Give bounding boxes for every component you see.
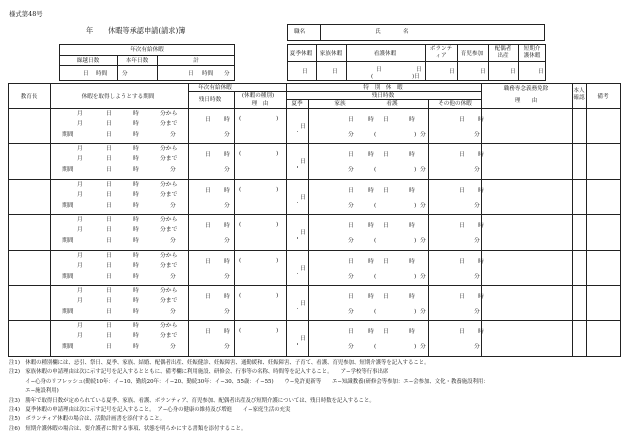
row-cell-label: 時	[409, 258, 415, 265]
row-cell-label: 時	[133, 344, 139, 351]
row-cell-label: (	[374, 344, 377, 351]
row-cell-label: 日	[106, 252, 112, 259]
row-cell-label: 時	[224, 329, 230, 336]
row-cell-label: 時	[133, 273, 139, 280]
carryover-label: 繰越日数	[76, 58, 100, 64]
row-cell-label: (	[374, 273, 377, 280]
row-cell-label: 日	[459, 187, 465, 194]
row-cell-label: )	[414, 309, 417, 315]
nursing-paren-open: (	[371, 74, 374, 80]
row-cell-label: 月	[77, 156, 83, 163]
row-cell-label: 日	[106, 323, 112, 330]
row-cell-label: 日	[383, 152, 389, 159]
name-label-1: 氏	[375, 29, 381, 35]
row-cell-label: 分	[474, 238, 480, 245]
row-cell-label: 月	[77, 252, 83, 259]
row-cell-label: 時	[409, 294, 415, 300]
row-cell-label: )	[276, 116, 279, 122]
row-cell-label: 日	[106, 202, 112, 209]
row-cell-label: (	[239, 328, 242, 335]
row-cell-label: 時	[409, 223, 415, 230]
row-cell-label: 分から	[160, 181, 178, 188]
special-remaining-header: 残日時数	[371, 93, 395, 99]
row-cell-label: 分	[474, 202, 480, 209]
form-number: 様式第48号	[9, 10, 43, 18]
row-cell-label: 日	[106, 227, 112, 234]
row-cell-label: 分まで	[160, 191, 178, 198]
row-cell-label: 分	[348, 167, 354, 174]
row-cell-label: 時	[368, 329, 374, 336]
short-care-col-label-2: 護休暇	[523, 53, 541, 59]
row-cell-label: 日	[459, 117, 465, 123]
row-cell-label: 分	[420, 202, 426, 209]
row-cell-label: 日	[348, 187, 354, 194]
self-confirm-header-2: 確認	[573, 95, 585, 101]
row-cell-label: 日	[348, 258, 354, 265]
row-cell-label: 日	[106, 298, 112, 304]
footnote-line: 注4) 夏季休暇の申請理由は次に示す記号を記入すること。 ア−心身の健康の維持及び増進 イ−家庭生活の充実	[9, 407, 291, 413]
row-cell-label: 分	[348, 238, 354, 245]
row-cell-label: 時	[133, 167, 139, 174]
row-cell-label: 日	[106, 238, 112, 245]
row-cell-label: )	[414, 344, 417, 351]
row-cell-label: 日	[383, 294, 389, 300]
position-label: 職名	[294, 29, 306, 35]
row-cell-label: 分まで	[160, 121, 178, 127]
row-cell-label: (	[374, 202, 377, 209]
row-cell-label: 日	[205, 187, 211, 194]
row-cell-label: 分まで	[160, 156, 178, 163]
row-cell-label: 時	[133, 333, 139, 340]
unit-hours-2: 時間	[202, 71, 214, 77]
leave-kind-header: (休暇の種別)	[241, 93, 275, 99]
row-cell-label: 月	[77, 121, 83, 127]
duty-reason-header: 理 由	[514, 98, 538, 104]
summer-col-label: 夏季休暇	[289, 51, 313, 57]
row-cell-label: (	[239, 186, 242, 193]
row-cell-label: 日	[459, 152, 465, 159]
row-cell-label: (	[239, 222, 242, 229]
row-cell-label: 分	[348, 132, 354, 138]
row-cell-label: 日	[205, 152, 211, 159]
row-cell-label: 日	[300, 159, 306, 166]
row-cell-label: 時	[409, 329, 415, 336]
row-cell-label: 期間	[62, 238, 74, 245]
footnote-line: 注5) ボランティア休暇の場合は、活動計画書を添付すること。	[9, 416, 166, 423]
row-cell-label: 日	[348, 223, 354, 230]
row-cell-label: 日	[300, 336, 306, 343]
special-leave-header: 特 別 休 暇	[363, 85, 403, 91]
row-cell-label: 日	[300, 124, 306, 130]
row-cell-label: 時	[409, 152, 415, 159]
row-cell-label: (	[374, 167, 377, 174]
row-cell-label: 分	[224, 132, 230, 138]
row-cell-label: 日	[383, 187, 389, 194]
row-cell-label: 日	[106, 344, 112, 351]
row-cell-label: 月	[77, 227, 83, 234]
row-cell-label: )	[414, 273, 417, 280]
row-cell-label: 日	[106, 191, 112, 198]
row-cell-label: 分から	[160, 288, 178, 294]
row-cell-label: 月	[77, 181, 83, 188]
row-cell-label: 日	[205, 223, 211, 230]
total-label: 計	[193, 58, 199, 64]
row-cell-label: 分	[420, 238, 426, 245]
row-cell-label: 分	[224, 273, 230, 280]
row-cell-label: 日	[348, 152, 354, 159]
volunteer-col-label-1: ボランテ	[429, 46, 453, 52]
footnote-line: 注2) 家族休暇の申請理由は次に示す記号を記入するとともに、備考欄に利用施設、研修会、行事等の名称、時間等を記入すること。 ア−学校等行事出席	[9, 369, 389, 376]
spouse-day-unit: 日	[510, 69, 516, 75]
row-cell-label: 日	[205, 258, 211, 265]
row-cell-label: )	[276, 257, 279, 264]
row-cell-label: 時	[224, 187, 230, 194]
period-header: 休暇を取得しようとする期間	[81, 94, 155, 100]
row-cell-label: 分	[224, 309, 230, 315]
row-cell-label: 日	[106, 156, 112, 163]
row-cell-label: 時	[224, 152, 230, 159]
row-cell-label: 時	[478, 329, 484, 336]
row-cell-label: 分	[170, 167, 176, 174]
unit-day-2: 日	[188, 71, 194, 77]
name-box	[287, 24, 545, 41]
row-cell-label: 日	[300, 230, 306, 237]
row-cell-label: 日	[106, 167, 112, 174]
row-cell-label: 分	[420, 132, 426, 138]
row-cell-label: (	[239, 151, 242, 158]
row-cell-label: 時	[478, 258, 484, 265]
this-year-label: 本年日数	[125, 58, 149, 64]
other-leave-header: その他の休暇	[438, 101, 472, 107]
self-confirm-header-1: 本人	[573, 88, 585, 94]
unit-hours: 時間	[96, 71, 108, 77]
row-cell-label: 分から	[160, 111, 178, 117]
row-cell-label: 月	[77, 288, 83, 294]
row-cell-label: 時	[224, 223, 230, 230]
row-cell-label: 分	[348, 202, 354, 209]
childcare-col-label: 育児参加	[460, 51, 484, 57]
row-cell-label: 日	[106, 217, 112, 224]
row-cell-label: 時	[133, 146, 139, 153]
row-cell-label: 日	[348, 329, 354, 336]
row-cell-label: 日	[106, 333, 112, 340]
row-cell-label: 日	[383, 258, 389, 265]
row-cell-label: 日	[106, 181, 112, 188]
row-cell-label: 時	[133, 238, 139, 245]
row-cell-label: 時	[133, 111, 139, 117]
row-cell-label: 時	[368, 294, 374, 300]
row-cell-label: )	[276, 328, 279, 335]
row-cell-label: 分	[170, 309, 176, 315]
summer-day-unit: 日	[302, 69, 308, 75]
row-cell-label: 日	[300, 301, 306, 307]
row-cell-label: 期間	[62, 202, 74, 209]
row-cell-label: 時	[133, 217, 139, 224]
row-cell-label: )	[276, 293, 279, 299]
row-cell-label: 日	[300, 194, 306, 201]
row-cell-label: 時	[478, 294, 484, 300]
row-cell-label: )	[414, 132, 417, 138]
row-cell-label: 分	[420, 309, 426, 315]
unit-min-2: 分	[224, 71, 230, 77]
row-cell-label: 月	[77, 262, 83, 269]
row-cell-label: 月	[77, 323, 83, 330]
row-cell-label: 時	[368, 117, 374, 123]
annual-leave-header: 年次有給休暇	[198, 85, 232, 91]
volunteer-day-unit: 日	[449, 69, 455, 75]
row-cell-label: 日	[459, 329, 465, 336]
row-cell-label: 日	[205, 329, 211, 336]
row-cell-label: 時	[133, 181, 139, 188]
row-cell-label: 分	[170, 132, 176, 138]
row-cell-label: (	[239, 257, 242, 264]
row-cell-label: (	[374, 309, 377, 315]
row-cell-label: 時	[133, 121, 139, 127]
row-cell-label: 時	[133, 262, 139, 269]
row-cell-label: 日	[106, 262, 112, 269]
row-cell-label: )	[414, 167, 417, 174]
row-cell-label: 日	[106, 121, 112, 127]
row-cell-label: 分	[474, 167, 480, 174]
row-cell-label: )	[414, 238, 417, 245]
annual-summary-title: 年次有給休暇	[130, 47, 164, 53]
row-cell-label: 期間	[62, 167, 74, 174]
row-cell-label: 日	[106, 273, 112, 280]
row-cell-label: 時	[133, 227, 139, 234]
row-cell-label: 分	[224, 167, 230, 174]
row-cell-label: 分から	[160, 323, 178, 330]
row-cell-label: 分から	[160, 146, 178, 153]
annual-remaining-header: 残日時数	[198, 97, 222, 103]
unit-min: 分	[122, 71, 128, 77]
row-cell-label: 日	[348, 117, 354, 123]
row-cell-label: 分	[474, 273, 480, 280]
row-cell-label: 日	[106, 146, 112, 153]
footnote-line: 注1) 休暇の種別欄には、忌引、祭日、夏季、家族、結婚、配偶者出産、妊娠健診、妊娠障害、通勤緩和、妊娠障害、子育て、看護、育児参加、短期介護等を記入すること。	[9, 360, 430, 366]
row-cell-label: 日	[348, 294, 354, 300]
row-cell-label: 時	[133, 323, 139, 330]
row-cell-label: (	[239, 293, 242, 299]
family-day-unit: 日	[332, 69, 338, 75]
row-cell-label: 時	[133, 309, 139, 315]
row-cell-label: 分	[170, 238, 176, 245]
row-cell-label: 日	[106, 111, 112, 117]
footnote-line: イ−心身のリフレッシュ(勤続10年：イ−10、勤続20年：イ−20、勤続30年：イ−30、55歳：イ−55) ウ−免許更新等 エ−知識教養(研修会等参加：エ−会参加、文化・教養施設利用：	[9, 378, 489, 385]
nursing-day-unit-2: 日	[416, 67, 422, 73]
row-cell-label: 分	[474, 344, 480, 351]
spouse-col-label-2: 出産	[497, 53, 509, 59]
row-cell-label: 月	[77, 111, 83, 117]
row-cell-label: 分	[170, 202, 176, 209]
row-cell-label: 分	[348, 309, 354, 315]
leave-records-table	[8, 83, 621, 357]
row-cell-label: 日	[205, 117, 211, 123]
row-cell-label: 期間	[62, 132, 74, 138]
short-care-day-unit: 日	[538, 69, 544, 75]
nursing-col-label: 看護休暇	[373, 51, 397, 57]
row-cell-label: 分	[420, 167, 426, 174]
footnote-line: 注6) 短期介護休暇の場合は、要介護者に関する事項、状態を明らかにする書類を添付すること。	[9, 425, 247, 432]
row-cell-label: 日	[383, 117, 389, 123]
row-cell-label: 時	[133, 132, 139, 138]
duty-exemption-header: 職務専念義務免除	[503, 86, 549, 92]
row-cell-label: )	[414, 202, 417, 209]
row-cell-label: 時	[133, 202, 139, 209]
unit-day: 日	[83, 71, 89, 77]
row-cell-label: 日	[106, 288, 112, 294]
row-cell-label: 分	[224, 238, 230, 245]
nursing-day-unit: 日	[376, 67, 382, 73]
row-cell-label: 日	[383, 223, 389, 230]
row-cell-label: 日	[459, 294, 465, 300]
row-cell-label: (	[374, 132, 377, 138]
reason-header: 理 由	[251, 101, 269, 107]
row-cell-label: 時	[478, 117, 484, 123]
row-cell-label: 時	[409, 117, 415, 123]
row-cell-label: 分まで	[160, 298, 178, 304]
row-cell-label: 時	[368, 223, 374, 230]
row-cell-label: 分まで	[160, 262, 178, 269]
row-cell-label: 時	[133, 191, 139, 198]
row-cell-label: 分から	[160, 217, 178, 224]
row-cell-label: 分	[224, 202, 230, 209]
row-cell-label: 月	[77, 217, 83, 224]
volunteer-col-label-2: ィア	[435, 53, 447, 59]
row-cell-label: 時	[224, 117, 230, 123]
row-cell-label: 日	[106, 132, 112, 138]
row-cell-label: 分	[170, 273, 176, 280]
row-cell-label: 月	[77, 191, 83, 198]
row-cell-label: 時	[368, 152, 374, 159]
row-cell-label: 分	[420, 273, 426, 280]
row-cell-label: 時	[133, 252, 139, 259]
year-label: 年	[86, 26, 94, 35]
row-cell-label: 日	[106, 309, 112, 315]
row-cell-label: 期間	[62, 273, 74, 280]
row-cell-label: 期間	[62, 344, 74, 351]
row-cell-label: 時	[478, 223, 484, 230]
row-cell-label: 日	[383, 329, 389, 336]
nursing-paren-close: )日	[412, 74, 420, 80]
spouse-col-label-1: 配偶者	[494, 46, 512, 52]
remarks-header: 備考	[597, 94, 609, 100]
row-cell-label: 時	[133, 156, 139, 163]
row-cell-label: 時	[478, 187, 484, 194]
nursing-header: 看護	[386, 101, 398, 107]
row-cell-label: (	[374, 238, 377, 245]
row-cell-label: 分まで	[160, 227, 178, 234]
row-cell-label: 月	[77, 146, 83, 153]
principal-header: 教育長	[20, 94, 38, 100]
row-cell-label: 分	[474, 132, 480, 138]
page-title: 休暇等承認申請(請求)簿	[108, 26, 186, 35]
family-header: 家族	[334, 101, 346, 107]
row-cell-label: 分	[348, 344, 354, 351]
row-cell-label: 時	[368, 258, 374, 265]
row-cell-label: 分	[474, 309, 480, 315]
row-cell-label: 時	[133, 298, 139, 304]
row-cell-label: 日	[459, 258, 465, 265]
row-cell-label: 分	[224, 344, 230, 351]
row-cell-label: 分	[348, 273, 354, 280]
summer-header: 夏季	[291, 101, 303, 107]
short-care-col-label-1: 短期介	[523, 46, 541, 52]
row-cell-label: 日	[459, 223, 465, 230]
row-cell-label: 日	[300, 265, 306, 272]
row-cell-label: 月	[77, 333, 83, 340]
childcare-day-unit: 日	[480, 69, 486, 75]
row-cell-label: 時	[368, 187, 374, 194]
row-cell-label: )	[276, 151, 279, 158]
row-cell-label: 時	[133, 288, 139, 294]
footnote-line: 注3) 勝年で取得日数が定められている夏季、家族、看護、ボランティア、育児参加、配偶者出産及び短期介護については、残日時数を記入すること。	[9, 397, 375, 404]
row-cell-label: 月	[77, 298, 83, 304]
row-cell-label: 日	[205, 294, 211, 300]
name-label-2: 名	[403, 29, 409, 35]
row-cell-label: 期間	[62, 309, 74, 315]
family-col-label: 家族休暇	[319, 51, 343, 57]
row-cell-label: 分から	[160, 252, 178, 259]
row-cell-label: 分	[420, 344, 426, 351]
row-cell-label: 時	[409, 187, 415, 194]
row-cell-label: 時	[478, 152, 484, 159]
row-cell-label: )	[276, 186, 279, 193]
row-cell-label: 時	[224, 258, 230, 265]
row-cell-label: 時	[224, 294, 230, 300]
row-cell-label: )	[276, 222, 279, 229]
row-cell-label: 分まで	[160, 333, 178, 340]
footnote-line: エ−施設利用)	[9, 388, 59, 395]
row-cell-label: 分	[170, 344, 176, 351]
row-cell-label: (	[239, 116, 242, 122]
